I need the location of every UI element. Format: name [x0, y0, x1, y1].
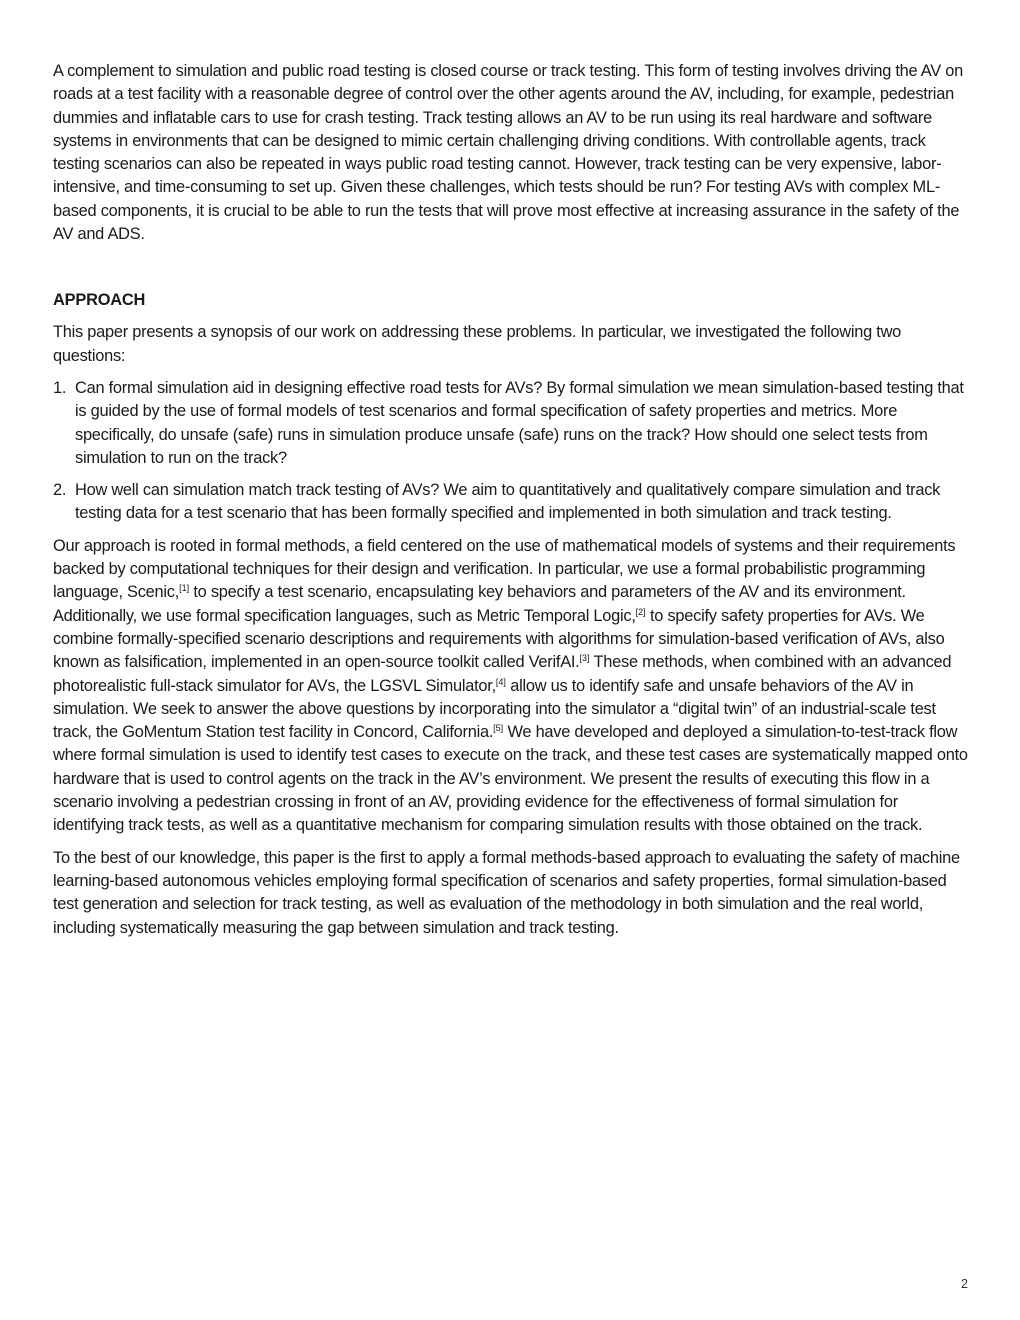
closing-paragraph: To the best of our knowledge, this paper is the first to apply a formal methods-based approach to evaluating the safety of machine learning-based autonomous vehicles employing formal specification of scenarios and safety properties, formal simulation-based test generation and selection for track testing, as well as evaluation of the methodology in both simulation and the real world, including systematically measuring the gap between simulation and track testing. — [53, 848, 960, 937]
citation-ref-4[interactable]: [4] — [495, 676, 506, 687]
approach-text-segment: allow us to identify safe and unsafe behaviors of the AV in simulation. We seek to answer the above questions by incorporating into the simulator a “digital twin” of an industrial-scale test track, the GoMentum Station test facility in Concord, California. — [53, 676, 936, 742]
list-item-text: How well can simulation match track testing of AVs? We aim to quantitatively and qualitatively compare simulation and track testing data for a test scenario that has been formally specified and implemented in both simulation and track testing. — [75, 481, 941, 523]
approach-text-segment: These methods, when combined with an advanced photorealistic full-stack simulator for AVs, the LGSVL Simulator, — [53, 653, 952, 695]
approach-text-segment: to specify safety properties for AVs. We combine formally-specified scenario descriptions and requirements with algorithms for simulation-based verification of AVs, also known as falsification, implemented in an open-source toolkit called VerifAI. — [53, 606, 945, 672]
page-body — [53, 60, 969, 940]
page-number: 2 — [961, 1277, 968, 1291]
citation-ref-1[interactable]: [1] — [179, 583, 190, 594]
approach-text-segment: We have developed and deployed a simulation-to-test-track flow where formal simulation is used to identify test cases to execute on the track, and these test cases are systematically mapped onto hardware that is used to control agents on the track in the AV’s environment. We present the results of executing this flow in a scenario involving a pedestrian crossing in front of an AV, providing evidence for the effectiveness of formal simulation for identifying track tests, as well as a quantitative mechanism for comparing simulation results with those obtained on the track. — [53, 723, 968, 835]
approach-text-segment: Our approach is rooted in formal methods, a field centered on the use of mathematical models of systems and their requirements backed by computational techniques for their design and verification. In particular, we use a formal probabilistic programming language, Scenic, — [53, 536, 956, 602]
citation-ref-5[interactable]: [5] — [493, 723, 504, 734]
list-item-number: 2. — [53, 481, 67, 500]
citation-ref-3[interactable]: [3] — [579, 653, 590, 664]
list-item — [53, 479, 969, 526]
section-heading-approach: APPROACH — [53, 291, 146, 310]
approach-intro-paragraph: This paper presents a synopsis of our work on addressing these problems. In particular, we investigated the following two questions: — [53, 323, 902, 365]
approach-paragraph — [53, 535, 969, 838]
research-questions-list — [53, 377, 969, 526]
list-item — [53, 377, 969, 470]
intro-paragraph: A complement to simulation and public road testing is closed course or track testing. This form of testing involves driving the AV on roads at a test facility with a reasonable degree of control over the other agents around the AV, including, for example, pedestrian dummies and inflatable cars to use for crash testing. Track testing allows an AV to be run using its real hardware and software systems in environments that can be designed to mimic certain challenging driving conditions. With controllable agents, track testing scenarios can also be repeated in ways public road testing cannot. However, track testing can be very expensive, labor-intensive, and time-consuming to set up. Given these challenges, which tests should be run? For testing AVs with complex ML-based components, it is crucial to be able to run the tests that will prove most effective at increasing assurance in the safety of the AV and ADS. — [53, 62, 963, 244]
list-item-number: 1. — [53, 378, 67, 397]
approach-text-segment: to specify a test scenario, encapsulating key behaviors and parameters of the AV and its environment. Additionally, we use formal specification languages, such as Metric Temporal Logic, — [53, 583, 906, 625]
list-item-text: Can formal simulation aid in designing effective road tests for AVs? By formal simulation we mean simulation-based testing that is guided by the use of formal models of test scenarios and formal specification of safety properties and metrics. More specifically, do unsafe (safe) runs in simulation produce unsafe (safe) runs on the track? How should one select tests from simulation to run on the track? — [75, 378, 964, 467]
citation-ref-2[interactable]: [2] — [635, 606, 646, 617]
